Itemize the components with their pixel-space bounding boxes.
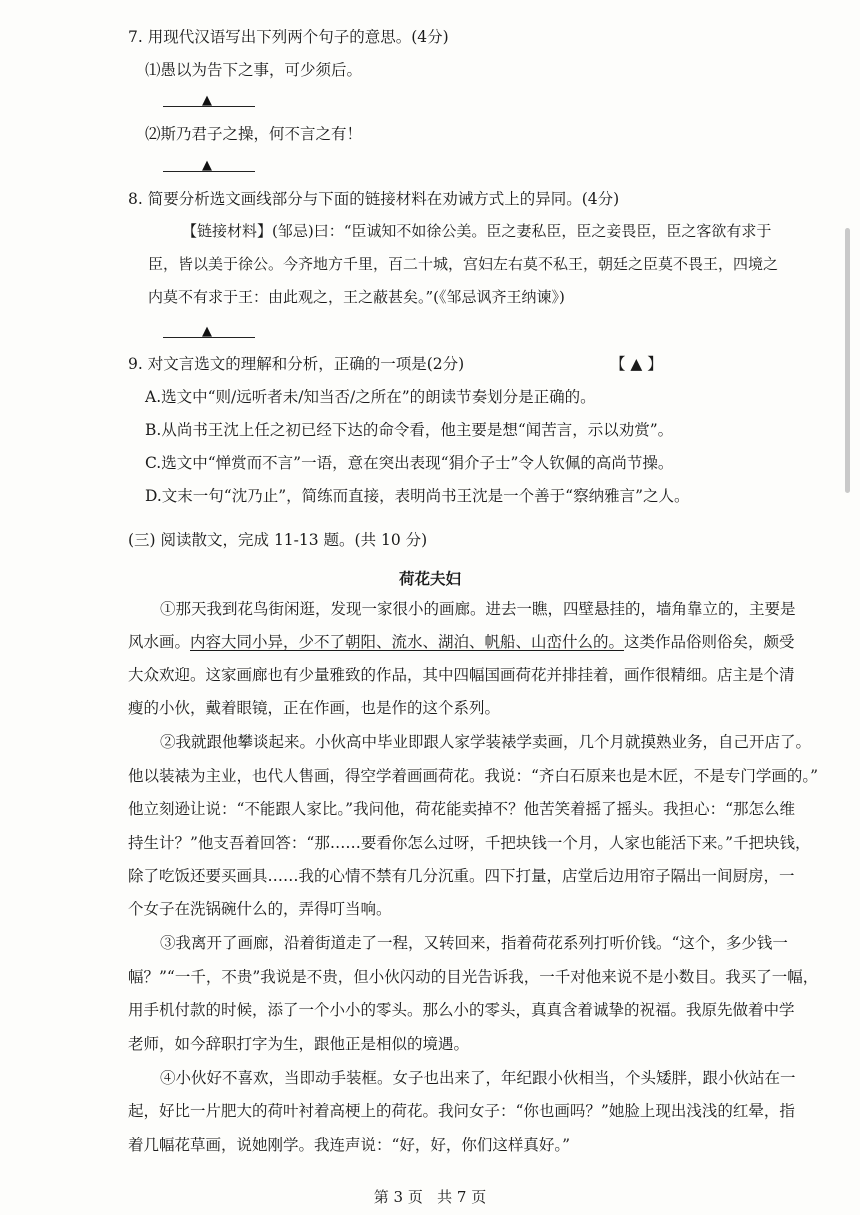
p4-line-3: 着几幅花草画，说她刚学。我连声说：“好，好，你们这样真好。” bbox=[128, 1136, 571, 1154]
p3-line-1: ③我离开了画廊，沿着街道走了一程，又转回来，指着荷花系列打听价钱。“这个，多少钱一 bbox=[160, 934, 788, 952]
p2-line-1: ②我就跟他攀谈起来。小伙高中毕业即跟人家学装裱学卖画，几个月就摸熟业务，自己开店了。 bbox=[160, 733, 812, 751]
scrollbar[interactable] bbox=[845, 228, 850, 493]
page-footer bbox=[0, 1186, 860, 1207]
p2-line-3: 他立刻逊让说：“不能跟人家比。”我问他，荷花能卖掉不？他苦笑着摇了摇头。我担心：“那怎么维 bbox=[128, 800, 796, 818]
q7-title: 7. 用现代汉语写出下列两个句子的意思。(4分) bbox=[128, 28, 449, 46]
p2-line-4: 持生计？”他支吾着回答：“那……要看你怎么过呀，千把块钱一个月，人家也能活下来。”千把块钱， bbox=[128, 834, 811, 852]
p1-line-3: 大众欢迎。这家画廊也有少量雅致的作品，其中四幅国画荷花并排挂着，画作很精细。店主是个清 bbox=[128, 666, 795, 684]
p2-line-5: 除了吃饭还要买画具……我的心情不禁有几分沉重。四下打量，店堂后边用帘子隔出一间厨房，一 bbox=[128, 867, 795, 885]
p3-line-4: 老师，如今辞职打字为生，跟他正是相似的境遇。 bbox=[128, 1035, 470, 1053]
p1-line-1: ①那天我到花鸟街闲逛，发现一家很小的画廊。进去一瞧，四壁悬挂的，墙角靠立的，主要是 bbox=[160, 600, 796, 618]
essay-title: 荷花夫妇 bbox=[398, 569, 461, 588]
p1-underlined-sentence: 内容大同小异，少不了朝阳、流水、湖泊、帆船、山峦什么的。 bbox=[190, 633, 625, 651]
q9-option-b: B.从尚书王沈上任之初已经下达的命令看，他主要是想“闻苦言，示以劝赏”。 bbox=[145, 421, 674, 439]
q8-link-line-2: 臣，皆以美于徐公。今齐地方千里，百二十城，宫妇左右莫不私王，朝廷之臣莫不畏王，四境之 bbox=[148, 255, 779, 273]
p1-line-2-end: 这类作品俗则俗矣，颇受 bbox=[624, 633, 795, 651]
q8-link-line-3: 内莫不有求于王：由此观之，王之蔽甚矣。”(《邹忌讽齐王纳谏》) bbox=[148, 288, 565, 306]
q7-sentence-1: ⑴愚以为告下之事，可少须后。 bbox=[145, 61, 363, 79]
p1-line-2 bbox=[128, 632, 795, 652]
section3-heading: (三) 阅读散文，完成 11-13 题。(共 10 分) bbox=[128, 531, 428, 549]
q8-link-line-1: 【链接材料】(邹忌)曰：“臣诚知不如徐公美。臣之妻私臣，臣之妾畏臣，臣之客欲有求于 bbox=[182, 222, 772, 240]
q9-option-d: D.文末一句“沈乃止”，简练而直接，表明尚书王沈是一个善于“察纳雅言”之人。 bbox=[145, 487, 690, 505]
p2-line-6: 个女子在洗锅碗什么的，弄得叮当响。 bbox=[128, 900, 392, 918]
q9-option-a: A.选文中“则/远听者未/知当否/之所在”的朗读节奏划分是正确的。 bbox=[145, 388, 596, 406]
q9-title: 9. 对文言选文的理解和分析，正确的一项是(2分) bbox=[128, 355, 465, 373]
p1-line-2-start: 风水画。 bbox=[128, 633, 191, 651]
p2-line-2: 他以装裱为主业，也代人售画，得空学着画画荷花。我说：“齐白石原来也是木匠，不是专门学画的。” bbox=[128, 767, 819, 785]
p3-line-3: 用手机付款的时候，添了一个小小的零头。那么小的零头，真真含着诚挚的祝福。我原先做着中学 bbox=[128, 1001, 795, 1019]
p1-line-4: 瘦的小伙，戴着眼镜，正在作画，也是作的这个系列。 bbox=[128, 699, 501, 717]
p4-line-1: ④小伙好不喜欢，当即动手装框。女子也出来了，年纪跟小伙相当，个头矮胖，跟小伙站在一 bbox=[160, 1069, 796, 1087]
q9-answer-bracket: 【 ▲ 】 bbox=[610, 355, 663, 373]
q7-answer-mark-1: ▲ bbox=[202, 93, 212, 108]
p4-line-2: 起，好比一片肥大的荷叶衬着高梗上的荷花。我问女子：“你也画吗？”她脸上现出浅浅的红晕，指 bbox=[128, 1102, 795, 1120]
q7-sentence-2: ⑵斯乃君子之操，何不言之有！ bbox=[145, 125, 363, 143]
page-number: 第 3 页 bbox=[373, 1188, 423, 1206]
q8-answer-mark: ▲ bbox=[202, 324, 212, 339]
p3-line-2: 幅？”“一千，不贵”我说是不贵，但小伙闪动的目光告诉我，一千对他来说不是小数目。我买了一幅， bbox=[128, 968, 819, 986]
q9-option-c: C.选文中“惮赏而不言”一语，意在突出表现“狷介子士”令人钦佩的高尚节操。 bbox=[145, 454, 674, 472]
page-total: 共 7 页 bbox=[437, 1188, 487, 1206]
q7-answer-mark-2: ▲ bbox=[202, 158, 212, 173]
q8-title: 8. 简要分析选文画线部分与下面的链接材料在劝诫方式上的异同。(4分) bbox=[128, 190, 620, 208]
